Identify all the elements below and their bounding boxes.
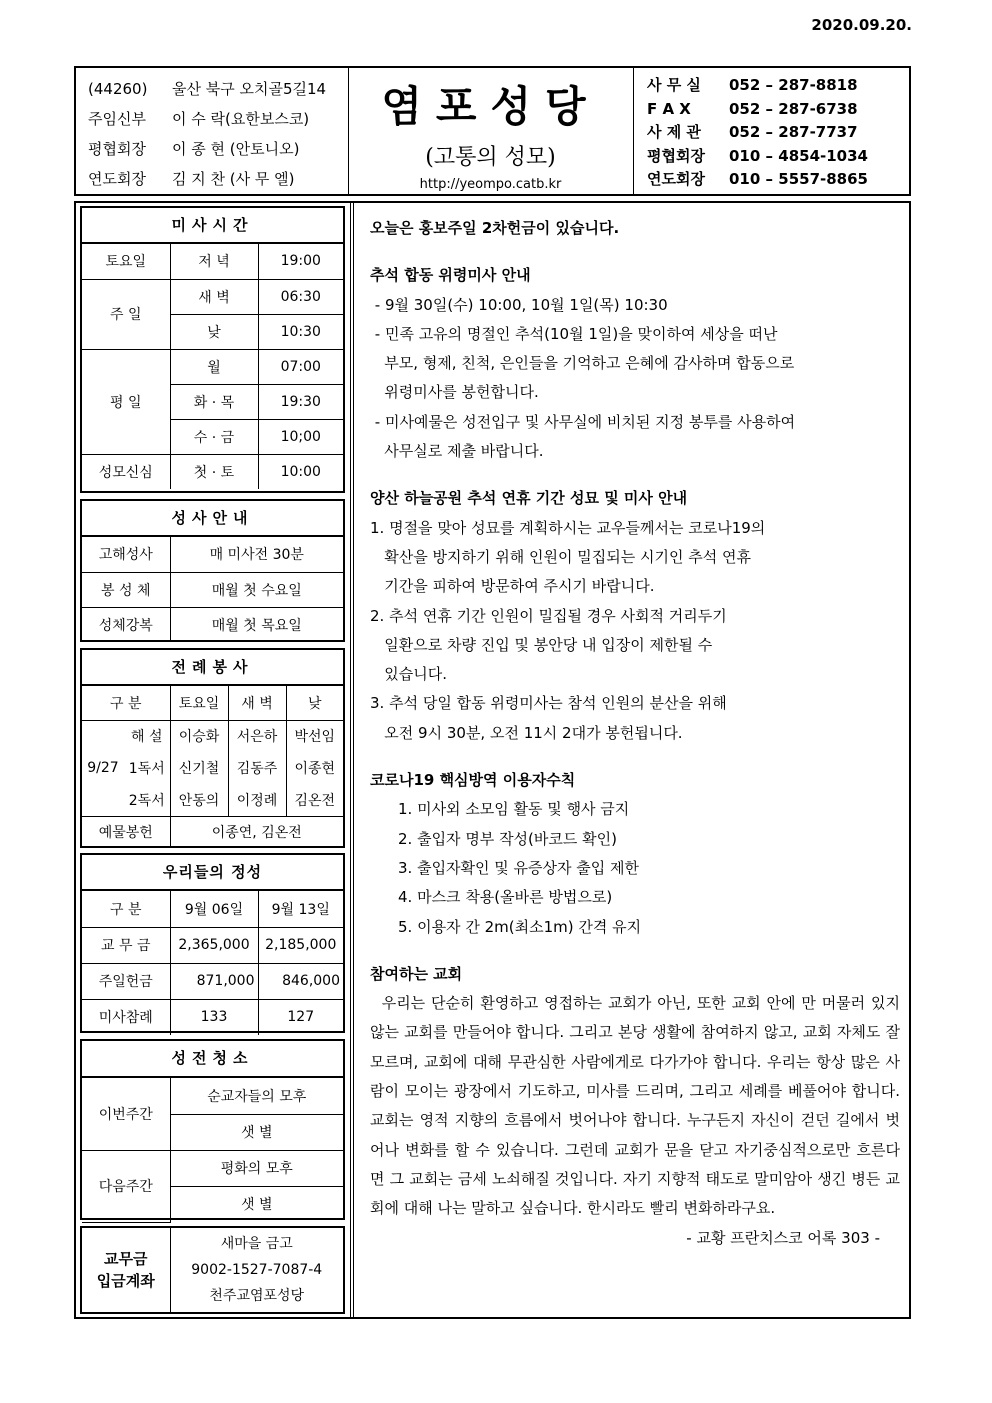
notice-line: - 9월 30일(수) 10:00, 10월 1일(목) 10:30 <box>370 295 668 314</box>
mass-row-weekday-tue-thu: 화 · 목 19:30 <box>82 384 343 419</box>
notice-line: 오전 9시 30분, 오전 11시 2대가 봉헌됩니다. <box>370 723 683 742</box>
notice-line: 3. 추석 당일 합동 위령미사는 참석 인원의 분산을 위해 <box>370 694 727 713</box>
contact-rectory: 사 제 관 052 – 287-7737 <box>647 123 858 141</box>
notices <box>370 214 905 1253</box>
mass-row-sunday-day: 낮 10:30 <box>82 314 343 349</box>
cleaning-this-week-row: 샛 별 <box>82 1114 343 1150</box>
column-divider <box>350 201 354 1319</box>
donations-panel <box>80 853 345 1033</box>
notice-line: - 미사예물은 성전입구 및 사무실에 비치된 지정 봉투를 사용하여 <box>370 412 796 431</box>
notice-line: 부모, 형제, 친척, 은인들을 기억하고 은혜에 감사하며 합동으로 <box>370 354 795 373</box>
sacrament-row: 성체강복 매월 첫 목요일 <box>82 607 343 642</box>
donations-header-row: 구 분 9월 06일 9월 13일 <box>82 891 343 927</box>
covid-rule: 5. 이용자 간 2m(최소1m) 간격 유지 <box>398 917 642 936</box>
donations-title: 우리들의 정성 <box>82 855 343 891</box>
covid-rule: 3. 출입자확인 및 유증상자 출입 제한 <box>398 858 640 877</box>
account-details <box>170 1228 343 1312</box>
liturgy-offering-row: 예물봉헌 이종연, 김온전 <box>82 816 343 848</box>
notice-line: - 민족 고유의 명절인 추석(10월 1일)을 맞이하여 세상을 떠난 <box>370 324 778 343</box>
prayer-leader-row <box>76 164 348 194</box>
council-president-label: 평협회장 <box>88 140 146 158</box>
pastor-name: 이 수 락(요한보스코) <box>172 110 310 128</box>
cleaning-next-week-row: 샛 별 <box>82 1186 343 1222</box>
cleaning-next-week-row: 다음주간 평화의 모후 <box>82 1150 343 1186</box>
notice-line: 1. 명절을 맞아 성묘를 계획하시는 교우들께서는 코로나19의 <box>370 518 766 537</box>
notice-line: 2. 추석 연휴 기간 인원이 밀집될 경우 사회적 거리두기 <box>370 606 727 625</box>
prayer-leader-name: 김 지 찬 (사 무 엘) <box>172 170 295 188</box>
covid-rule: 2. 출입자 명부 작성(바코드 확인) <box>398 829 617 848</box>
notice-cemetery-title: 양산 하늘공원 추석 연휴 기간 성묘 및 미사 안내 <box>370 489 688 508</box>
notice-line: 기간을 피하여 방문하여 주시기 바랍니다. <box>370 577 655 596</box>
account-table <box>82 1228 343 1312</box>
donations-table <box>82 891 343 1035</box>
contact-office: 사 무 실 052 – 287-8818 <box>647 76 858 94</box>
account-row <box>82 1228 343 1312</box>
postal-code: (44260) <box>88 80 148 98</box>
sacrament-row: 고해성사 매 미사전 30분 <box>82 537 343 572</box>
contact-prayer-leader: 연도회장 010 – 5557-8865 <box>647 170 868 188</box>
contact-fax: F A X 052 – 287-6738 <box>647 99 858 118</box>
cleaning-this-week-row: 이번주간 순교자들의 모후 <box>82 1078 343 1114</box>
cleaning-title: 성전청소 <box>82 1041 343 1078</box>
parish-info <box>76 68 349 194</box>
covid-rule: 4. 마스크 착용(올바른 방법으로) <box>398 888 613 907</box>
account-bank: 새마을 금고 <box>220 1236 293 1252</box>
bulletin-date: 2020.09.20. <box>811 16 912 34</box>
donations-row: 미사참례 133 127 <box>82 999 343 1035</box>
account-label: 교무금 입금계좌 <box>82 1228 170 1312</box>
notice-line: 있습니다. <box>370 665 448 684</box>
article-title: 참여하는 교회 <box>370 964 463 983</box>
liturgy-service-panel <box>80 648 345 848</box>
mass-times-table <box>82 244 343 489</box>
mass-row-saturday: 토요일 저 녁 19:00 <box>82 244 343 279</box>
covid-rule: 1. 미사외 소모임 활동 및 행사 금지 <box>398 800 630 819</box>
parish-website-link[interactable]: http://yeompo.catb.kr <box>419 177 562 192</box>
parish-title-block <box>348 68 634 194</box>
mass-row-marian: 성모신심 첫 · 토 10:00 <box>82 454 343 489</box>
pastor-row <box>76 104 348 134</box>
notice-chuseok-mass-title: 추석 합동 위령미사 안내 <box>370 266 531 285</box>
contact-list <box>633 68 909 194</box>
contact-council-president: 평협회장 010 – 4854-1034 <box>647 146 868 165</box>
notice-line: 일환으로 차량 진입 및 봉안당 내 입장이 제한될 수 <box>370 635 713 654</box>
prayer-leader-label: 연도회장 <box>88 170 146 188</box>
address-row <box>76 74 348 104</box>
sacraments-title: 성사안내 <box>82 501 343 537</box>
donations-row: 주일헌금 871,000 846,000 <box>82 963 343 999</box>
cleaning-table <box>82 1078 343 1223</box>
pastor-label: 주임신부 <box>88 110 146 128</box>
sacrament-row: 봉 성 체 매월 첫 수요일 <box>82 572 343 607</box>
liturgy-row-reading2: 2독서 안동의 이정례 김온전 <box>82 784 343 816</box>
liturgy-date: 9/27 <box>82 720 124 816</box>
account-holder: 천주교염포성당 <box>209 1288 305 1304</box>
mass-row-weekday-mon: 평 일 월 07:00 <box>82 349 343 384</box>
mass-times-panel <box>80 206 345 493</box>
liturgy-row-commentator: 9/27 해 설 이승화 서은하 박선임 <box>82 720 343 752</box>
parish-patron: (고통의 성모) <box>425 145 556 170</box>
account-panel <box>80 1226 345 1314</box>
sacraments-panel <box>80 499 345 642</box>
notice-covid-title: 코로나19 핵심방역 이용자수칙 <box>370 771 576 790</box>
account-number: 9002-1527-7087-4 <box>191 1262 323 1278</box>
article-source: - 교황 프란치스코 어록 303 - <box>686 1228 880 1247</box>
address: 울산 북구 오치골5길14 <box>172 80 327 98</box>
notice-second-collection: 오늘은 홍보주일 2차헌금이 있습니다. <box>370 219 620 237</box>
mass-row-weekday-wed-fri: 수 · 금 10;00 <box>82 419 343 454</box>
sacraments-table <box>82 537 343 642</box>
parish-name: 염포성당 <box>381 82 600 131</box>
article-body: 우리는 단순히 환영하고 영접하는 교회가 아닌, 또한 교회 안에 만 머물러 있지 않는 교회를 만들어야 합니다. 그리고 본당 생활에 참여하지 않고, 교회 자체도 잘 모르며, 교회에 대해 무관심한 사람에게로 다가가야 합니다. 우리는 항상 많은 사람이 모이는 광장에서 기도하고, 미사를 드리며, 그리고 세례를 베풀어야 합니다. 교회는 영적 지향의 흐름에서 벗어나야 합니다. 누구든지 자신이 걷던 길에서 벗어나 변화를 할 수 있습니다. 그런데 교회가 문을 닫고 자기중심적으로만 흐른다면 그 교회는 금세 노쇠해질 것입니다. 자기 지향적 태도로 말미암아 생긴 병든 교회에 대해 나는 말하고 싶습니다. 한시라도 빨리 변화하라구요. <box>370 994 905 1218</box>
mass-row-sunday-dawn: 주 일 새 벽 06:30 <box>82 279 343 314</box>
council-president-row <box>76 134 348 164</box>
liturgy-service-title: 전례봉사 <box>82 650 343 686</box>
notice-line: 위령미사를 봉헌합니다. <box>370 383 539 402</box>
notice-line: 확산을 방지하기 위해 인원이 밀집되는 시기인 추석 연휴 <box>370 547 751 566</box>
liturgy-header-row: 구 분 토요일 새 벽 낮 <box>82 686 343 720</box>
masthead <box>74 66 911 196</box>
notice-line: 사무실로 제출 바랍니다. <box>370 442 544 461</box>
council-president-name: 이 종 현 (안토니오) <box>172 140 300 158</box>
cleaning-panel <box>80 1039 345 1220</box>
liturgy-service-table <box>82 686 343 848</box>
mass-times-title: 미사시간 <box>82 208 343 244</box>
donations-row: 교 무 금 2,365,000 2,185,000 <box>82 927 343 963</box>
liturgy-row-reading1: 1독서 신기철 김동주 이종현 <box>82 752 343 784</box>
